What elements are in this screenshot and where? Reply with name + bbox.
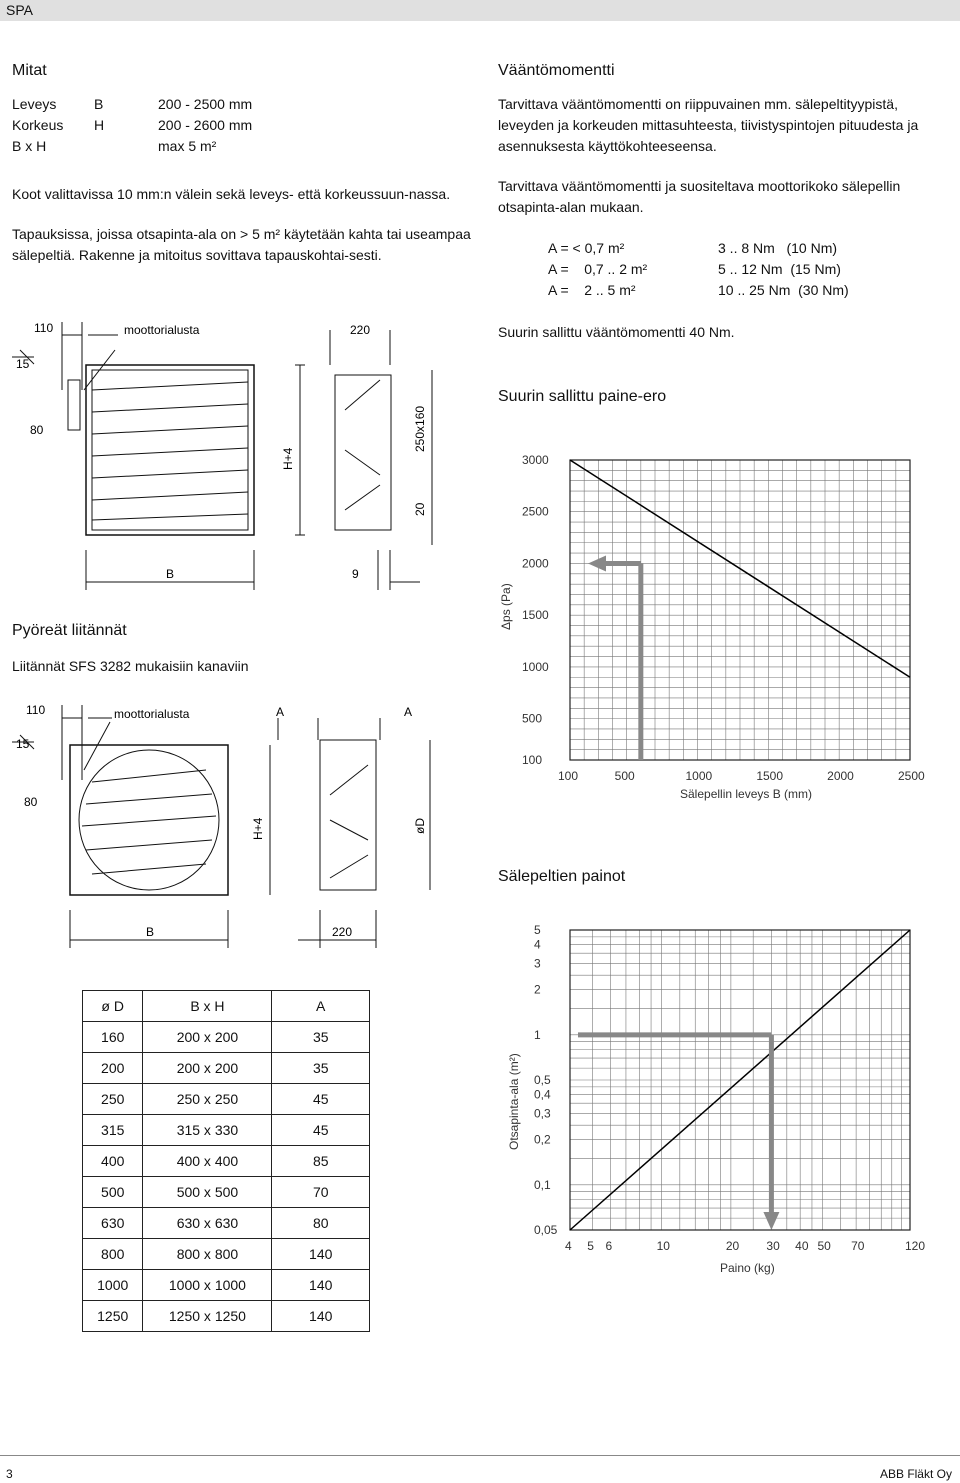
- torque-title: Vääntömomentti: [498, 62, 615, 79]
- round-sizes-table: [82, 990, 370, 1332]
- x-tick-label: 5: [587, 1239, 594, 1253]
- dim-a-label-right: A: [404, 705, 413, 719]
- x-tick-label: 50: [817, 1239, 831, 1253]
- weights-chart-title: Sälepeltien painot: [498, 868, 626, 885]
- top-header-bar: [0, 0, 960, 21]
- y-tick-label: 0,1: [534, 1177, 551, 1192]
- x-tick-label: 4: [565, 1239, 572, 1253]
- table-row: [83, 1115, 370, 1146]
- y-tick-label: 500: [522, 711, 543, 726]
- dim-b-label: B: [146, 925, 155, 939]
- y-axis-label: Otsapinta-ala (m²): [507, 1053, 521, 1150]
- dim-h4-label: H+4: [251, 817, 265, 840]
- table-header-cell: B x H: [143, 991, 272, 1022]
- dim-15-label: 15: [16, 737, 30, 751]
- dim-15-label: 15: [16, 357, 30, 371]
- x-tick-label: 1000: [685, 769, 713, 783]
- table-row: [83, 1270, 370, 1301]
- y-tick-label: 3000: [522, 453, 549, 467]
- torque-area: A = < 0,7 m²: [548, 240, 625, 256]
- table-cell: 140: [272, 1239, 370, 1270]
- dim-110-label: 110: [26, 703, 46, 717]
- x-axis-label: Sälepellin leveys B (mm): [680, 787, 813, 801]
- spec-range: 200 - 2600 mm: [158, 117, 253, 133]
- x-tick-label: 120: [905, 1239, 926, 1253]
- size-paragraph: Koot valittavissa 10 mm:n välein sekä leveys- että korkeussuun-nassa.: [12, 186, 451, 202]
- dim-220-label: 220: [332, 925, 353, 939]
- table-row: [83, 1208, 370, 1239]
- x-tick-label: 10: [656, 1239, 670, 1253]
- pressure-chart-title: Suurin sallittu paine-ero: [498, 388, 667, 405]
- mitat-title: Mitat: [12, 62, 47, 79]
- table-cell: 200 x 200: [143, 1022, 272, 1053]
- y-tick-label: 0,2: [534, 1132, 551, 1147]
- dim-9-label: 9: [352, 567, 359, 581]
- table-cell: 250: [83, 1084, 143, 1115]
- damper-drawing-round: [0, 700, 470, 950]
- dim-20-label: 20: [413, 502, 427, 516]
- footer-divider: [0, 1455, 960, 1456]
- table-cell: 400 x 400: [143, 1146, 272, 1177]
- page-number: 3: [6, 1467, 13, 1481]
- table-header-cell: A: [272, 991, 370, 1022]
- x-tick-label: 40: [795, 1239, 809, 1253]
- table-row: [83, 1053, 370, 1084]
- table-cell: 35: [272, 1053, 370, 1084]
- x-tick-label: 30: [766, 1239, 780, 1253]
- table-cell: 500 x 500: [143, 1177, 272, 1208]
- table-row: [83, 1239, 370, 1270]
- x-tick-label: 20: [725, 1239, 740, 1253]
- y-tick-label: 0,4: [534, 1087, 551, 1102]
- dim-80-label: 80: [30, 423, 44, 437]
- multiple-dampers-paragraph: Tapauksissa, joissa otsapinta-ala on > 5 m² käytetään kahta tai useampaa sälepeltiä. Rakenne ja mitoitus sovittava tapauskohtai-sesti.: [12, 226, 471, 263]
- table-row: [83, 1022, 370, 1053]
- motor-plate-label: moottorialusta: [124, 323, 200, 337]
- y-tick-label: 0,05: [534, 1223, 558, 1237]
- table-cell: 140: [272, 1270, 370, 1301]
- x-tick-label: 100: [558, 769, 579, 783]
- reading-arrowhead: [588, 555, 606, 571]
- dim-h4-label: H+4: [281, 447, 295, 470]
- x-tick-label: 6: [605, 1239, 613, 1253]
- table-row: [83, 1084, 370, 1115]
- x-tick-label: 2000: [827, 769, 854, 783]
- max-torque-note: Suurin sallittu vääntömomentti 40 Nm.: [498, 324, 735, 340]
- motor-plate-label: moottorialusta: [114, 707, 190, 721]
- table-cell: 140: [272, 1301, 370, 1332]
- damper-drawing-rectangular: [0, 310, 470, 610]
- y-tick-label: 5: [534, 923, 541, 937]
- spec-symbol: B: [94, 96, 104, 112]
- table-cell: 800: [83, 1239, 143, 1270]
- x-axis-label: Paino (kg): [720, 1261, 775, 1275]
- x-tick-label: 1500: [756, 769, 784, 783]
- table-cell: 45: [272, 1084, 370, 1115]
- y-axis-label: Δps (Pa): [499, 583, 513, 630]
- dim-250-label: 250x160: [413, 405, 427, 452]
- table-cell: 200 x 200: [143, 1053, 272, 1084]
- table-cell: 630: [83, 1208, 143, 1239]
- torque-value: 3 .. 8 Nm (10 Nm): [718, 240, 838, 256]
- torque-row: [548, 238, 624, 259]
- dim-od-label: øD: [413, 818, 427, 834]
- dim-110-label: 110: [34, 321, 54, 335]
- table-cell: 35: [272, 1022, 370, 1053]
- torque-area: A = 0,7 .. 2 m²: [548, 261, 648, 277]
- table-header-row: [83, 991, 370, 1022]
- y-tick-label: 3: [534, 956, 541, 971]
- pressure-chart: [490, 440, 930, 820]
- table-row: [83, 1301, 370, 1332]
- table-cell: 315: [83, 1115, 143, 1146]
- header-tag: SPA: [6, 2, 33, 18]
- table-cell: 45: [272, 1115, 370, 1146]
- torque-paragraph-1: Tarvittava vääntömomentti on riippuvainen mm. sälepeltityypistä, leveyden ja korkeuden mittasuhteesta, tiivistyspintojen pituudesta ja asennuksesta käyttökohteeseensa.: [498, 96, 919, 154]
- spec-symbol: H: [94, 117, 105, 133]
- spec-name: Leveys: [12, 96, 57, 112]
- dim-b-label: B: [166, 567, 175, 581]
- dim-80-label: 80: [24, 795, 38, 809]
- table-cell: 80: [272, 1208, 370, 1239]
- dim-220-label: 220: [350, 323, 371, 337]
- table-cell: 500: [83, 1177, 143, 1208]
- dim-a-label: A: [276, 705, 285, 719]
- y-tick-label: 0,5: [534, 1073, 551, 1087]
- x-tick-label: 2500: [898, 769, 925, 783]
- table-cell: 85: [272, 1146, 370, 1177]
- x-tick-label: 70: [851, 1239, 865, 1253]
- table-cell: 1000: [83, 1270, 143, 1301]
- table-cell: 630 x 630: [143, 1208, 272, 1239]
- table-cell: 1250: [83, 1301, 143, 1332]
- table-row: [83, 1177, 370, 1208]
- table-header-cell: ø D: [83, 991, 143, 1022]
- table-cell: 400: [83, 1146, 143, 1177]
- y-tick-label: 4: [534, 937, 541, 952]
- spec-range: max 5 m²: [158, 138, 217, 154]
- table-cell: 800 x 800: [143, 1239, 272, 1270]
- y-tick-label: 1000: [522, 659, 549, 674]
- table-cell: 1250 x 1250: [143, 1301, 272, 1332]
- round-connections-subtitle: Liitännät SFS 3282 mukaisiin kanaviin: [12, 658, 249, 674]
- table-cell: 315 x 330: [143, 1115, 272, 1146]
- table-cell: 250 x 250: [143, 1084, 272, 1115]
- table-row: [83, 1146, 370, 1177]
- y-tick-label: 2500: [522, 504, 549, 519]
- spec-name: B x H: [12, 138, 47, 154]
- y-tick-label: 2000: [522, 556, 549, 571]
- brand-name: ABB Fläkt Oy: [879, 1467, 952, 1481]
- table-cell: 1000 x 1000: [143, 1270, 272, 1301]
- y-tick-label: 0,3: [534, 1106, 551, 1121]
- torque-paragraph-2: Tarvittava vääntömomentti ja suositeltava moottorikoko sälepellin otsapinta-alan mukaan.: [498, 178, 901, 215]
- weights-chart: [490, 910, 930, 1290]
- round-connections-title: Pyöreät liitännät: [12, 622, 127, 639]
- y-tick-label: 2: [534, 982, 541, 997]
- table-cell: 160: [83, 1022, 143, 1053]
- spec-range: 200 - 2500 mm: [158, 96, 253, 112]
- spec-name: Korkeus: [12, 117, 64, 133]
- y-tick-label: 1: [534, 1027, 541, 1042]
- torque-value: 10 .. 25 Nm (30 Nm): [718, 282, 849, 298]
- reading-arrowhead: [763, 1212, 779, 1230]
- torque-area: A = 2 .. 5 m²: [548, 282, 636, 298]
- torque-value: 5 .. 12 Nm (15 Nm): [718, 261, 841, 277]
- y-tick-label: 1500: [522, 608, 549, 623]
- table-cell: 200: [83, 1053, 143, 1084]
- table-cell: 70: [272, 1177, 370, 1208]
- y-tick-label: 100: [522, 753, 543, 767]
- x-tick-label: 500: [614, 769, 635, 783]
